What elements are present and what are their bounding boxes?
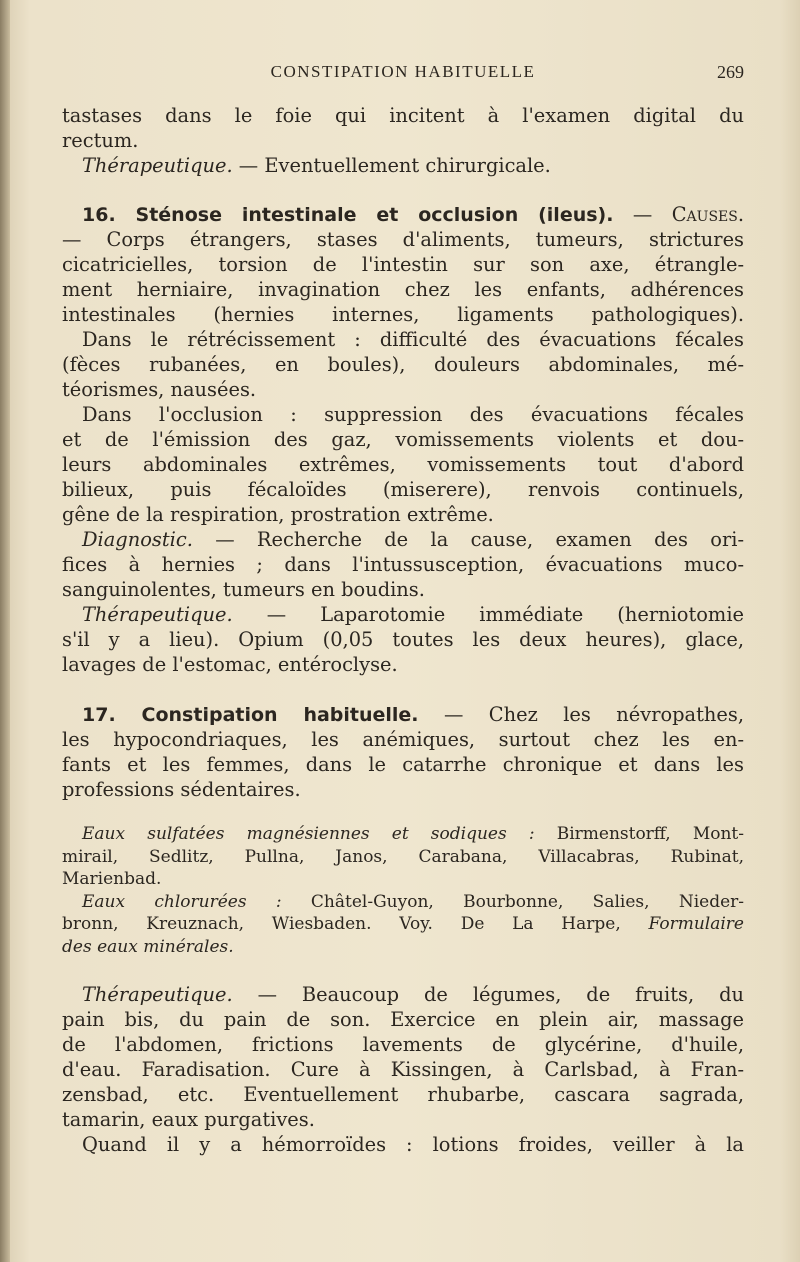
section-title: 16. Sténose intestinale et occlusion (ileus). (82, 204, 614, 226)
text-line: Dans l'occlusion : suppression des évacuations fécales (82, 403, 744, 426)
text-span: — (613, 203, 672, 226)
text-line: lavages de l'estomac, entéroclyse. (62, 653, 398, 676)
mineral-waters-line (62, 936, 744, 959)
section-17-heading (62, 702, 744, 727)
text-line: professions sédentaires. (62, 778, 301, 801)
spacer (62, 958, 744, 982)
text-line (62, 982, 744, 1007)
text-line: de l'abdomen, frictions lavements de glycérine, d'huile, (62, 1033, 744, 1056)
mineral-waters-line (62, 891, 744, 914)
italic-label: Eaux chlorurées : (82, 891, 282, 912)
text-span: bronn, Kreuznach, Wiesbaden. Voy. De La Harpe, (62, 914, 649, 934)
running-title: CONSTIPATION HABITUELLE (270, 62, 536, 81)
book-spine (0, 0, 10, 1262)
text-span: Châtel-Guyon, Bourbonne, Salies, Nieder- (281, 891, 744, 912)
text-span: — Eventuellement chirurgicale. (232, 154, 551, 177)
section-16-heading (62, 202, 744, 227)
italic-heading: Thérapeutique. (82, 983, 233, 1006)
text-line: (fèces rubanées, en boules), douleurs abdominales, mé- (62, 353, 744, 376)
mineral-waters-line (62, 913, 744, 936)
mineral-waters-line: mirail, Sedlitz, Pullna, Janos, Carabana, Villacabras, Rubinat, (62, 846, 744, 867)
text-line: et de l'émission des gaz, vomissements violents et dou- (62, 428, 744, 451)
text-line: fices à hernies ; dans l'intussusception, évacuations muco- (62, 553, 744, 576)
text-line: fants et les femmes, dans le catarrhe chronique et dans les (62, 753, 744, 776)
text-line: tastases dans le foie qui incitent à l'examen digital du (62, 104, 744, 127)
text-line: Dans le rétrécissement : difficulté des évacuations fécales (82, 328, 744, 351)
text-line: tamarin, eaux purgatives. (62, 1108, 315, 1131)
text-line: s'il y a lieu). Opium (0,05 toutes les deux heures), glace, (62, 628, 744, 651)
italic-label: Eaux sulfatées magnésiennes et sodiques : (82, 824, 535, 844)
italic-label: Formulaire (648, 914, 744, 934)
italic-heading: Thérapeutique. (82, 154, 233, 177)
mineral-waters-line (62, 823, 744, 846)
text-span: — Recherche de la cause, examen des ori- (192, 528, 744, 551)
text-line: ment herniaire, invagination chez les enfants, adhérences (62, 278, 744, 301)
section-title: 17. Constipation habituelle. (82, 704, 419, 726)
italic-label: des eaux minérales. (62, 936, 234, 957)
text-span: — Beaucoup de légumes, de fruits, du (232, 983, 744, 1006)
text-line (62, 602, 744, 627)
spacer (62, 178, 744, 202)
text-line: gêne de la respiration, prostration extrême. (62, 503, 494, 526)
text-line: intestinales (hernies internes, ligaments pathologiques). (62, 303, 744, 326)
text-line: sanguinolentes, tumeurs en boudins. (62, 578, 425, 601)
page-number: 269 (717, 62, 744, 82)
italic-heading: Diagnostic. (82, 528, 193, 551)
running-header (62, 62, 744, 88)
text-line (62, 527, 744, 552)
causes-label: Causes. (671, 203, 744, 226)
text-line: téorismes, nausées. (62, 378, 257, 401)
text-line: leurs abdominales extrêmes, vomissements tout d'abord (62, 453, 744, 476)
text-line: d'eau. Faradisation. Cure à Kissingen, à Carlsbad, à Fran- (62, 1058, 744, 1081)
italic-heading: Thérapeutique. (82, 603, 233, 626)
text-span: Birmenstorff, Mont- (534, 824, 744, 844)
spacer (62, 677, 744, 702)
text-line: rectum. (62, 129, 139, 152)
spacer (62, 802, 744, 823)
text-line: — Corps étrangers, stases d'aliments, tumeurs, strictures (62, 228, 744, 251)
text-line (62, 153, 744, 178)
page-body (62, 103, 744, 1157)
text-line: les hypocondriaques, les anémiques, surtout chez les en- (62, 728, 744, 751)
text-line: bilieux, puis fécaloïdes (miserere), renvois continuels, (62, 478, 744, 501)
text-span: — Laparotomie immédiate (herniotomie (232, 603, 744, 626)
text-line: Quand il y a hémorroïdes : lotions froides, veiller à la (82, 1133, 744, 1156)
text-line: zensbad, etc. Eventuellement rhubarbe, cascara sagrada, (62, 1083, 744, 1106)
text-line: cicatricielles, torsion de l'intestin sur son axe, étrangle- (62, 253, 744, 276)
text-span: — Chez les névropathes, (418, 703, 744, 726)
mineral-waters-line: Marienbad. (62, 869, 162, 889)
text-line: pain bis, du pain de son. Exercice en plein air, massage (62, 1008, 744, 1031)
